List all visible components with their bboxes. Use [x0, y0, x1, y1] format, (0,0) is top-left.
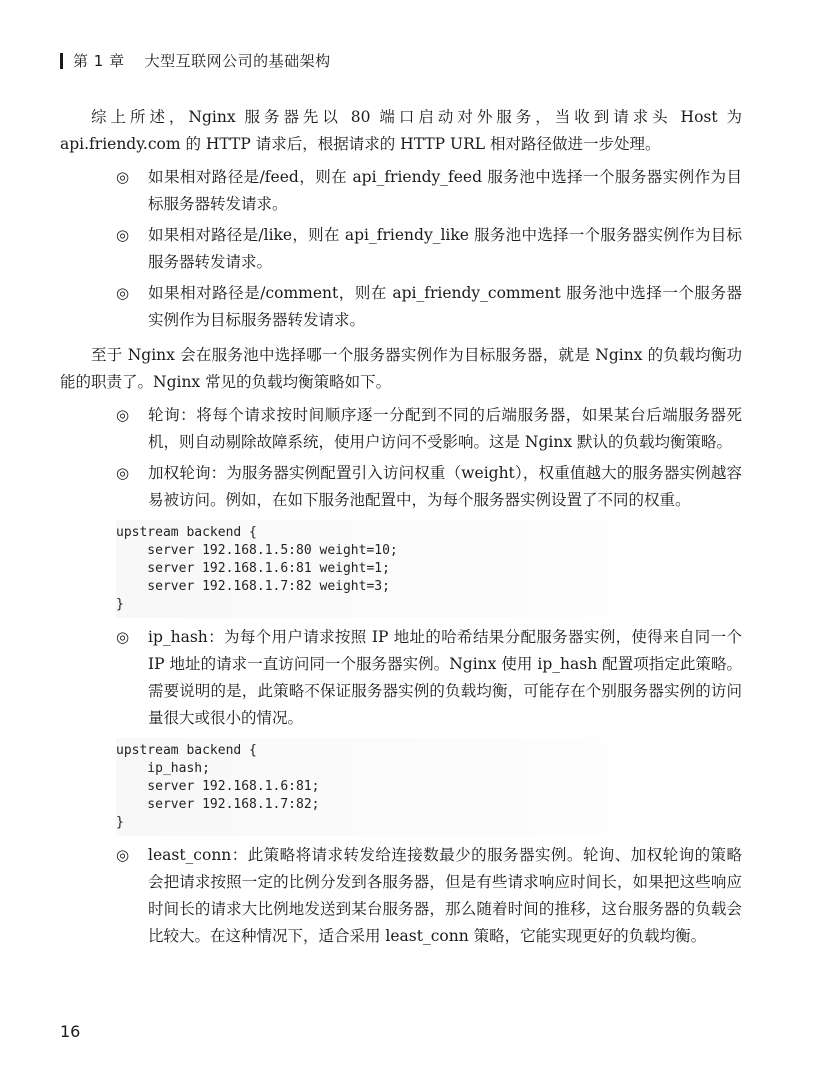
strategy-text: least_conn：此策略将请求转发给连接数最少的服务器实例。轮询、加权轮询的策略会把请求按照一定的比例分发到各服务器，但是有些请求响应时间长，如果把这些响应时间长的请求大比例地发送到某台服务器，那么随着时间的推移，这台服务器的负载会比较大。在这种情况下，适合采用 least_conn 策略，它能实现更好的负载均衡。 [148, 846, 742, 945]
code-block-weighted: upstream backend { server 192.168.1.5:80 weight=10; server 192.168.1.6:81 weight=1; server 192.168.1.7:82 weight=3; } [116, 520, 742, 618]
page-body [60, 104, 742, 954]
header-bar [60, 53, 63, 69]
bullet-mark: ◎ [116, 406, 130, 424]
bullet-mark: ◎ [116, 168, 130, 186]
bullet-mark: ◎ [116, 628, 130, 646]
route-text: 如果相对路径是/feed，则在 api_friendy_feed 服务池中选择一个服务器实例作为目标服务器转发请求。 [148, 168, 742, 213]
strategy-text: 轮询：将每个请求按时间顺序逐一分配到不同的后端服务器，如果某台后端服务器死机，则自动剔除故障系统，使用户访问不受影响。这是 Nginx 默认的负载均衡策略。 [148, 406, 742, 451]
route-text: 如果相对路径是/like，则在 api_friendy_like 服务池中选择一个服务器实例作为目标服务器转发请求。 [148, 226, 742, 271]
paragraph-summary: 综上所述，Nginx 服务器先以 80 端口启动对外服务，当收到请求头 Host 为 api.friendy.com 的 HTTP 请求后，根据请求的 HTTP URL 相对路径做进一步处理。 [60, 108, 742, 153]
strategy-least-conn [116, 842, 742, 950]
bullet-mark: ◎ [116, 284, 130, 302]
route-item-feed [116, 164, 742, 218]
page-number: 16 [60, 1022, 81, 1041]
code-block-ip-hash: upstream backend { ip_hash; server 192.168.1.6:81; server 192.168.1.7:82; } [116, 738, 742, 836]
running-header [60, 50, 331, 71]
chapter-label: 第 1 章 [73, 52, 125, 70]
route-item-comment [116, 280, 742, 334]
strategy-ip-hash [116, 624, 742, 732]
strategy-text: ip_hash：为每个用户请求按照 IP 地址的哈希结果分配服务器实例，使得来自同一个 IP 地址的请求一直访问同一个服务器实例。Nginx 使用 ip_hash 配置项指定此策略。需要说明的是，此策略不保证服务器实例的负载均衡，可能存在个别服务器实例的访问量很大或很小的情况。 [148, 628, 742, 727]
route-text: 如果相对路径是/comment，则在 api_friendy_comment 服务池中选择一个服务器实例作为目标服务器转发请求。 [148, 284, 742, 329]
strategy-round-robin [116, 402, 742, 456]
strategy-weighted [116, 460, 742, 514]
bullet-mark: ◎ [116, 846, 130, 864]
bullet-mark: ◎ [116, 226, 130, 244]
chapter-title: 大型互联网公司的基础架构 [144, 52, 331, 70]
strategy-text: 加权轮询：为服务器实例配置引入访问权重（weight），权重值越大的服务器实例越容易被访问。例如，在如下服务池配置中，为每个服务器实例设置了不同的权重。 [148, 464, 742, 509]
route-item-like [116, 222, 742, 276]
bullet-mark: ◎ [116, 464, 130, 482]
paragraph-load-balancing: 至于 Nginx 会在服务池中选择哪一个服务器实例作为目标服务器，就是 Nginx 的负载均衡功能的职责了。Nginx 常见的负载均衡策略如下。 [60, 346, 742, 391]
